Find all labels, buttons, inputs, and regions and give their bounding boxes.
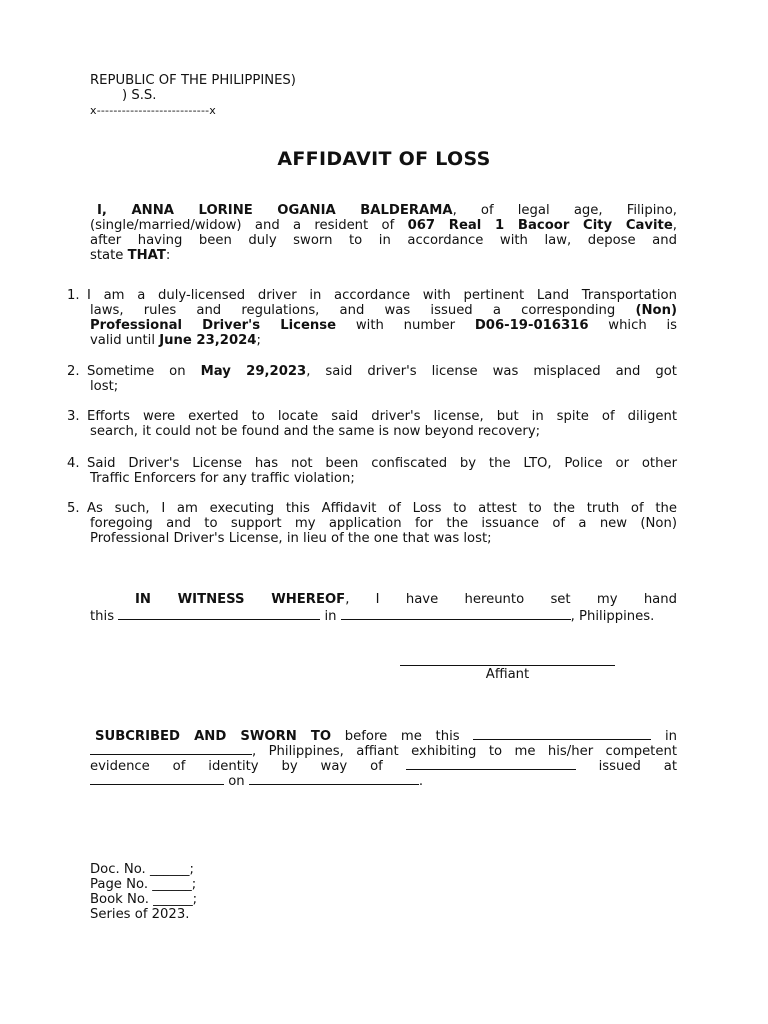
venue-ss: ) S.S. bbox=[122, 88, 157, 103]
affiant-address: 067 Real 1 Bacoor City Cavite bbox=[407, 218, 673, 233]
affiant-label: Affiant bbox=[485, 667, 530, 682]
item-number: 3. bbox=[67, 409, 80, 424]
item-1-with-number: with number bbox=[336, 318, 475, 333]
date-blank-field[interactable] bbox=[118, 607, 320, 620]
item-1-line-3 bbox=[87, 318, 677, 333]
item-5-line-3: Professional Driver's License, in lieu of the one that was lost; bbox=[90, 531, 492, 546]
item-1-semicolon: ; bbox=[256, 333, 261, 348]
jurat-issued-at: issued at bbox=[575, 759, 677, 774]
list-item bbox=[87, 288, 677, 348]
item-3-line-2: search, it could not be found and the same is now beyond recovery; bbox=[90, 424, 541, 439]
that-keyword: THAT bbox=[127, 248, 166, 263]
item-1-line-1: I am a duly-licensed driver in accordance with pertinent Land Transportation bbox=[87, 288, 677, 303]
item-2-text: Sometime on bbox=[87, 364, 201, 379]
intro-colon: : bbox=[165, 248, 171, 263]
item-number: 2. bbox=[67, 364, 80, 379]
issued-date-blank[interactable] bbox=[249, 772, 419, 785]
item-number: 1. bbox=[67, 288, 80, 303]
intro-comma: , bbox=[672, 218, 677, 233]
item-1-valid-until: valid until bbox=[90, 333, 160, 348]
intro-line-2 bbox=[90, 218, 677, 233]
venue-separator: x---------------------------x bbox=[90, 104, 216, 117]
list-item bbox=[87, 364, 677, 394]
affiant-signature-line[interactable] bbox=[400, 665, 615, 666]
item-1-text: laws, rules and regulations, and was issued a corresponding bbox=[90, 303, 636, 318]
witness-line-2 bbox=[90, 607, 654, 624]
license-expiry: June 23,2024 bbox=[159, 333, 257, 348]
intro-line-1 bbox=[97, 203, 677, 218]
intro-text-2: (single/married/widow) and a resident of bbox=[90, 218, 408, 233]
jurat-on: on bbox=[224, 774, 249, 789]
jurat-date-blank[interactable] bbox=[473, 727, 651, 740]
jurat-in: in bbox=[651, 729, 678, 744]
item-1-line-4 bbox=[87, 333, 677, 348]
witness-in: in bbox=[320, 609, 341, 624]
page-number: Page No. ______; bbox=[90, 877, 197, 892]
jurat-text-3: evidence of identity by way of bbox=[90, 759, 406, 774]
item-5-line-1: As such, I am executing this Affidavit of Loss to attest to the truth of the bbox=[87, 501, 677, 516]
venue-republic: REPUBLIC OF THE PHILIPPINES) bbox=[90, 73, 296, 88]
jurat-place-blank[interactable] bbox=[90, 742, 252, 755]
book-number: Book No. ______; bbox=[90, 892, 198, 907]
series-year: Series of 2023. bbox=[90, 907, 190, 922]
item-4-line-1: Said Driver's License has not been confiscated by the LTO, Police or other bbox=[87, 456, 677, 471]
jurat-text-1: before me this bbox=[331, 729, 474, 744]
list-item bbox=[87, 409, 677, 439]
doc-number: Doc. No. ______; bbox=[90, 862, 194, 877]
witness-end: , Philippines. bbox=[570, 609, 655, 624]
item-2-line-2: lost; bbox=[90, 379, 119, 394]
item-number: 4. bbox=[67, 456, 80, 471]
place-blank-field[interactable] bbox=[341, 607, 571, 620]
witness-keyword: IN WITNESS WHEREOF bbox=[135, 592, 346, 607]
intro-text-4: state bbox=[90, 248, 128, 263]
item-2-line-1 bbox=[87, 364, 677, 379]
jurat-keyword: SUBCRIBED AND SWORN TO bbox=[95, 729, 332, 744]
item-4-line-2: Traffic Enforcers for any traffic violation; bbox=[90, 471, 355, 486]
issued-place-blank[interactable] bbox=[90, 772, 224, 785]
jurat-period: . bbox=[418, 774, 424, 789]
intro-text-1: , of legal age, Filipino, bbox=[452, 203, 677, 218]
item-1-line-2 bbox=[87, 303, 677, 318]
jurat-line-4 bbox=[90, 772, 423, 789]
affiant-name: I, ANNA LORINE OGANIA BALDERAMA bbox=[97, 203, 453, 218]
item-5-line-2: foregoing and to support my application for the issuance of a new (Non) bbox=[90, 516, 677, 531]
intro-line-3: after having been duly sworn to in accordance with law, depose and bbox=[90, 233, 677, 248]
license-type-non: (Non) bbox=[635, 303, 677, 318]
loss-date: May 29,2023 bbox=[200, 364, 307, 379]
item-2-text-2: , said driver's license was misplaced and got bbox=[306, 364, 677, 379]
witness-line-1 bbox=[135, 592, 677, 607]
item-number: 5. bbox=[67, 501, 80, 516]
identity-blank[interactable] bbox=[406, 757, 576, 770]
list-item bbox=[87, 456, 677, 486]
item-3-line-1: Efforts were exerted to locate said driver's license, but in spite of diligent bbox=[87, 409, 677, 424]
intro-line-4 bbox=[90, 248, 170, 263]
item-1-which-is: which is bbox=[588, 318, 677, 333]
jurat-text-2: , Philippines, affiant exhibiting to me his/her competent bbox=[252, 744, 677, 759]
license-type: Professional Driver's License bbox=[90, 318, 337, 333]
list-item bbox=[87, 501, 677, 546]
document-title: AFFIDAVIT OF LOSS bbox=[277, 148, 491, 170]
witness-text: , I have hereunto set my hand bbox=[345, 592, 677, 607]
witness-this: this bbox=[90, 609, 119, 624]
license-number: D06-19-016316 bbox=[474, 318, 589, 333]
